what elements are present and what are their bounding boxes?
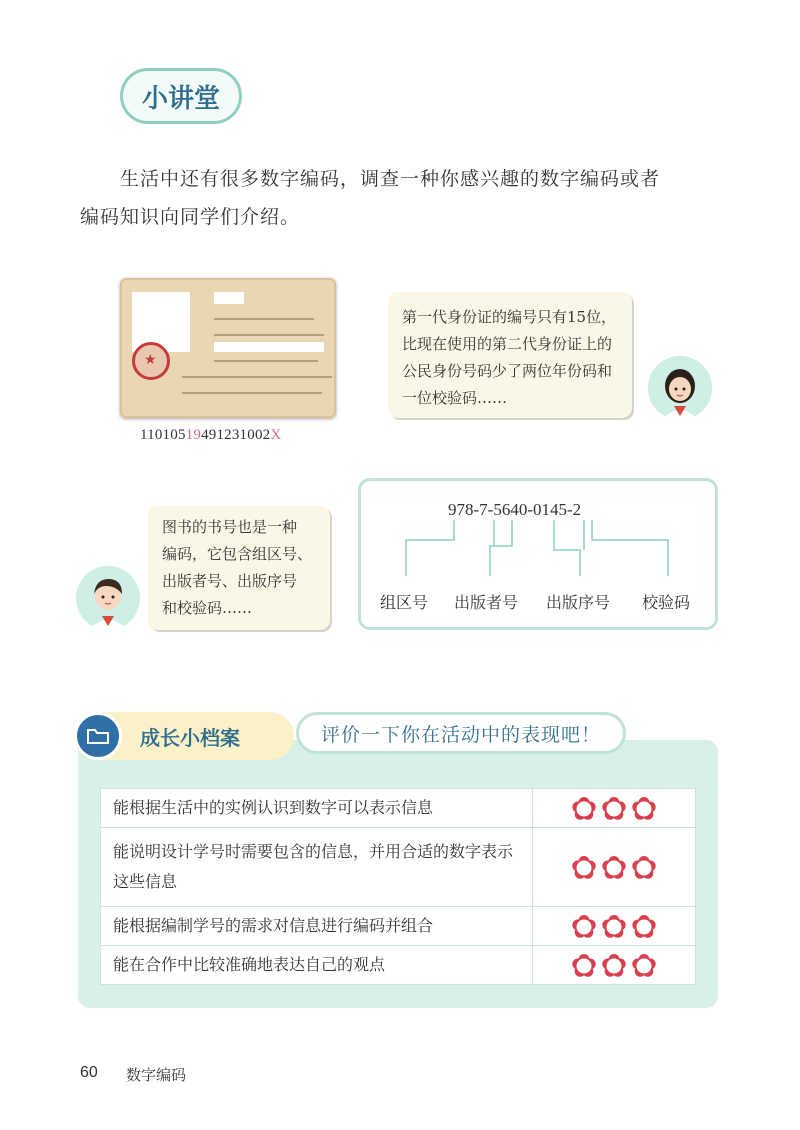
flower-rating[interactable] bbox=[533, 828, 696, 907]
id-field-box bbox=[214, 342, 324, 352]
speech-bubble-girl bbox=[388, 292, 632, 418]
bubble-line: 一位校验码…… bbox=[402, 389, 508, 407]
criterion-text: 能根据生活中的实例认识到数字可以表示信息 bbox=[101, 789, 533, 828]
flower-icon[interactable] bbox=[630, 854, 658, 882]
evaluation-prompt: 评价一下你在活动中的表现吧！ bbox=[296, 712, 626, 754]
id-field-line bbox=[214, 360, 318, 362]
intro-paragraph bbox=[80, 160, 730, 236]
emblem-star-icon: ★ bbox=[144, 352, 157, 368]
flower-rating[interactable] bbox=[533, 907, 696, 946]
id-field-line bbox=[182, 392, 322, 394]
id-photo-area bbox=[132, 292, 190, 352]
flower-rating[interactable] bbox=[533, 789, 696, 828]
flower-icon[interactable] bbox=[570, 795, 598, 823]
bubble-line: 比现在使用的第二代身份证上的 bbox=[402, 335, 613, 353]
flower-icon[interactable] bbox=[600, 795, 628, 823]
id-field-line bbox=[214, 334, 324, 336]
id-number-year-digits: 19 bbox=[185, 427, 202, 443]
section-title: 小讲堂 bbox=[120, 68, 242, 124]
bubble-line: 第一代身份证的编号只有15位， bbox=[402, 308, 617, 326]
flower-icon[interactable] bbox=[630, 952, 658, 980]
flower-icon[interactable] bbox=[630, 913, 658, 941]
id-field-line bbox=[182, 376, 332, 378]
isbn-label-publisher: 出版者号 bbox=[454, 593, 519, 612]
id-number-part: 491231002 bbox=[201, 427, 271, 443]
id-number-check-digit: X bbox=[270, 427, 282, 443]
table-row bbox=[101, 946, 696, 985]
criterion-text: 能在合作中比较准确地表达自己的观点 bbox=[101, 946, 533, 985]
id-number-part: 110105 bbox=[140, 427, 186, 443]
girl-avatar bbox=[648, 356, 712, 420]
speech-bubble-boy bbox=[148, 506, 330, 630]
flower-icon[interactable] bbox=[630, 795, 658, 823]
intro-line-2: 编码知识向同学们介绍。 bbox=[80, 206, 301, 228]
isbn-number: 978-7-5640-0145-2 bbox=[448, 500, 582, 519]
archive-title: 成长小档案 bbox=[140, 726, 240, 750]
flower-rating[interactable] bbox=[533, 946, 696, 985]
flower-icon[interactable] bbox=[600, 854, 628, 882]
bubble-line: 公民身份号码少了两位年份码和 bbox=[402, 362, 613, 380]
id-number bbox=[140, 427, 281, 444]
bubble-line: 编码，它包含组区号、 bbox=[162, 545, 313, 563]
bubble-line: 图书的书号也是一种 bbox=[162, 518, 298, 536]
id-field-box bbox=[214, 292, 244, 304]
bubble-line: 和校验码…… bbox=[162, 599, 253, 617]
flower-icon[interactable] bbox=[570, 952, 598, 980]
page-number: 60 bbox=[80, 1064, 98, 1081]
isbn-label-sequence: 出版序号 bbox=[546, 593, 611, 612]
table-row bbox=[101, 828, 696, 907]
criterion-text: 能根据编制学号的需求对信息进行编码并组合 bbox=[101, 907, 533, 946]
flower-icon[interactable] bbox=[570, 854, 598, 882]
id-card-image bbox=[120, 278, 336, 418]
isbn-label-group: 组区号 bbox=[380, 593, 429, 612]
table-row bbox=[101, 789, 696, 828]
boy-avatar bbox=[76, 566, 140, 630]
bubble-line: 出版者号、出版序号 bbox=[162, 572, 298, 590]
evaluation-table bbox=[100, 788, 696, 985]
flower-icon[interactable] bbox=[600, 952, 628, 980]
isbn-label-check: 校验码 bbox=[642, 593, 691, 612]
flower-icon[interactable] bbox=[570, 913, 598, 941]
criterion-text: 能说明设计学号时需要包含的信息，并用合适的数字表示这些信息 bbox=[101, 828, 533, 907]
id-field-line bbox=[214, 318, 314, 320]
flower-icon[interactable] bbox=[600, 913, 628, 941]
table-row bbox=[101, 907, 696, 946]
intro-line-1: 生活中还有很多数字编码，调查一种你感兴趣的数字编码或者 bbox=[120, 168, 661, 190]
chapter-name: 数字编码 bbox=[126, 1066, 187, 1084]
folder-icon bbox=[74, 712, 122, 760]
